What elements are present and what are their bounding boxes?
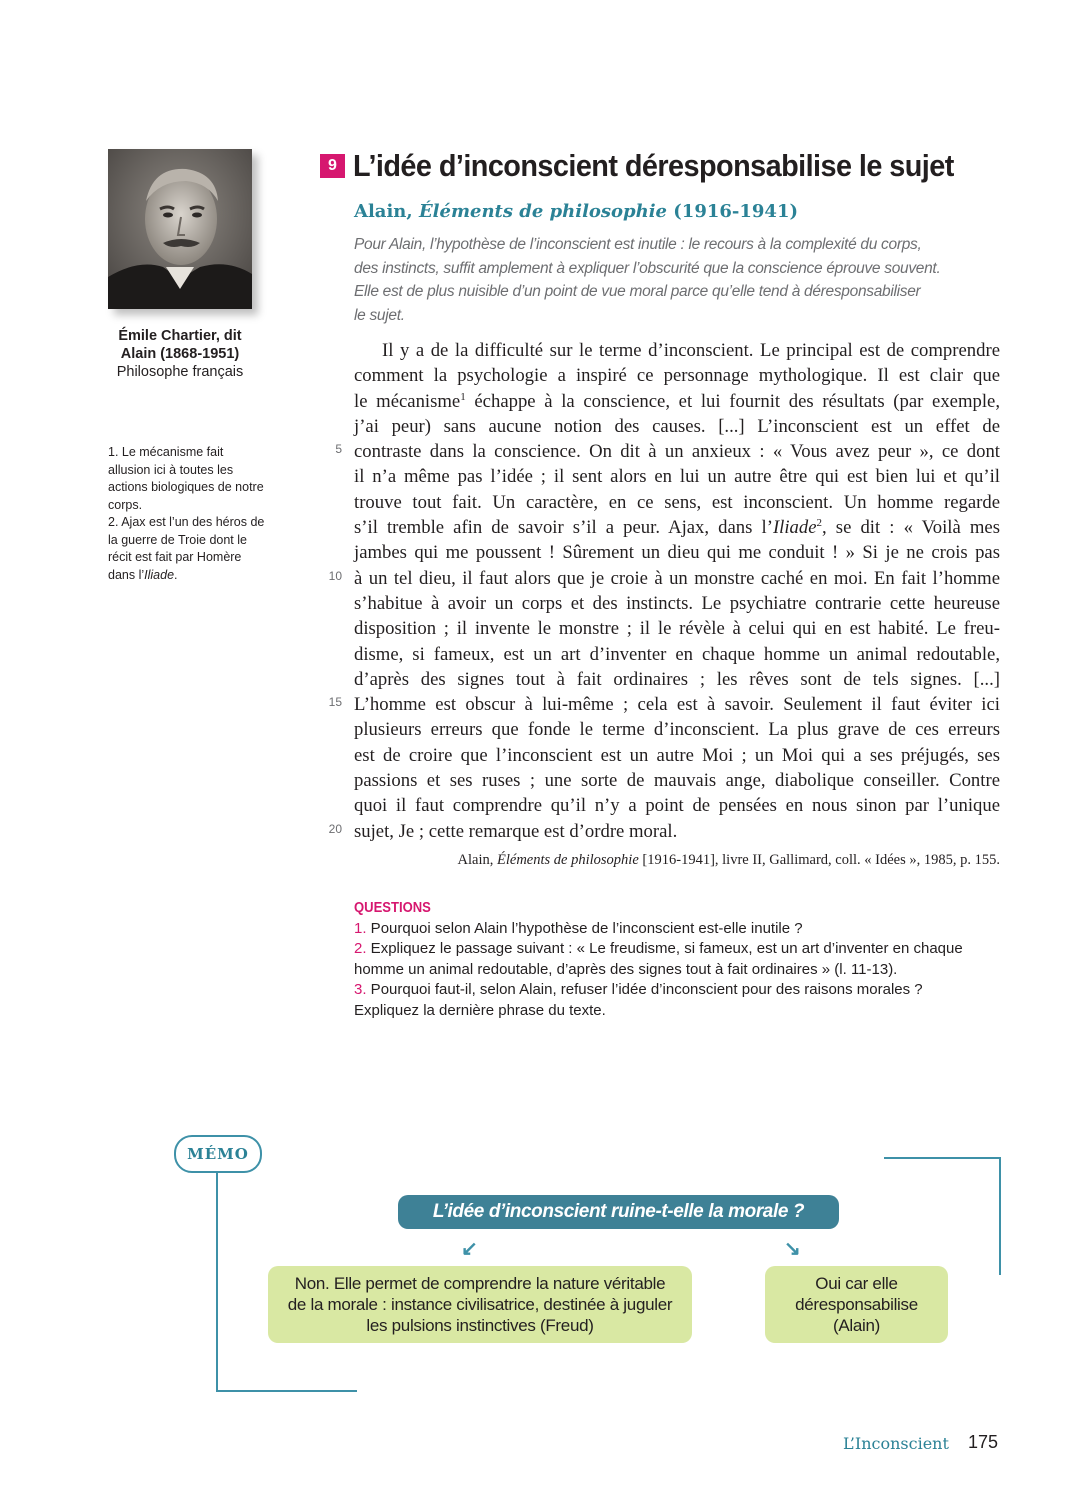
text-line: quoi il faut comprendre qu’il n’y a point de pensées en nous sinon par l’unique (354, 795, 1000, 817)
chapter-title: L’Inconscient (843, 1434, 949, 1453)
question-2 (354, 939, 1014, 960)
citation-details: [1916-1941], livre II, Gallimard, coll. « Idées », 1985, p. 155. (638, 852, 1000, 868)
source-dates: (1916-1941) (667, 201, 798, 222)
memo-frame-top (884, 1157, 1001, 1159)
text-line: est de croire que l’inconscient est un autre Moi ; un Moi qui a ses préjugés, ses (354, 744, 1000, 766)
intro-line: le sujet. (354, 306, 405, 324)
question-number: 2. (354, 940, 367, 957)
author-name-line1: Émile Chartier, dit (118, 328, 242, 344)
author-role: Philosophe français (116, 364, 244, 380)
text-line: à un tel dieu, il faut alors que je croie à un monstre caché en moi. En fait l’homme (354, 567, 1000, 589)
text-line (354, 515, 1000, 540)
text-fragment: s’il tremble afin de savoir s’il a peur. Ajax, dans l’ (354, 517, 773, 539)
text-line (354, 389, 1000, 414)
text-line: Il y a de la difficulté sur le terme d’inconscient. Le principal est de comprendre (382, 340, 1000, 361)
footnote-2 (108, 514, 266, 584)
footnote-ref-2: 2 (816, 516, 823, 529)
question-text: Expliquez le passage suivant : « Le freudisme, si fameux, est un art d’inventer en chaque (366, 940, 963, 957)
intro-line: Elle est de plus nuisible d’un point de vue moral parce qu’elle tend à déresponsabiliser (354, 283, 921, 300)
source-author: Alain, (354, 201, 419, 222)
memo-answer-yes-line: (Alain) (832, 1316, 880, 1335)
question-1 (354, 919, 1014, 940)
question-number: 1. (354, 919, 367, 937)
memo-badge: MÉMO (174, 1135, 262, 1173)
portrait-illustration (108, 149, 252, 309)
text-line: sujet, Je ; cette remarque est d’ordre moral. (354, 820, 678, 842)
memo-answer-no-line: de la morale : instance civilisatrice, destinée à juguler (287, 1295, 673, 1314)
citation (458, 852, 1000, 869)
text-line: plusieurs erreurs que fonde le terme d’inconscient. La plus grave de ces erreurs (354, 719, 1000, 741)
memo-frame-right (999, 1157, 1001, 1275)
question-text: Pourquoi selon Alain l’hypothèse de l’inconscient est-elle inutile ? (366, 919, 803, 937)
text-line: passions et ses ruses ; une sorte de mauvais ange, diabolique conseiller. Contre (354, 770, 1000, 792)
portrait-photo (108, 149, 252, 309)
line-number-20: 20 (328, 822, 342, 836)
footnotes (108, 444, 266, 584)
intro-line: des instincts, suffit amplement à expliquer l’obscurité que la conscience éprouve souvent. (354, 259, 941, 277)
question-3-cont: Expliquez la dernière phrase du texte. (354, 1001, 606, 1019)
text-line: disposition ; il invente le monstre ; il le révèle à celui qui en est habité. Le freu- (354, 618, 1000, 640)
memo-frame-left (216, 1169, 218, 1392)
portrait-caption (96, 327, 264, 381)
text-fragment: échappe à la conscience, et lui fournit des résultats (par exemple, (465, 390, 1000, 412)
line-number-10: 10 (328, 569, 342, 583)
question-number: 3. (354, 981, 367, 998)
footnote-2-text: 2. Ajax est l’un des héros de la guerre de Troie dont le récit est fait par Homère dans l’ (108, 515, 265, 582)
page-number: 175 (968, 1432, 999, 1452)
memo-answer-no-line: les pulsions instinctives (Freud) (366, 1316, 594, 1335)
text-line: s’habitue à avoir un corps et des instincts. Le psychiatre contrarie cette heureuse (354, 592, 1000, 614)
memo-question: L’idée d’inconscient ruine-t-elle la morale ? (398, 1195, 839, 1229)
text-line: trouve tout fait. Un caractère, en ce sens, est inconscient. Un homme regarde (354, 491, 1000, 513)
memo-answer-no (268, 1266, 692, 1343)
text-line: j’ai peur) sans aucune notion des causes. [...] L’inconscient est un effet de (354, 415, 1000, 437)
text-line: d’après des signes tout à fait ordinaires ; les rêves sont de tels signes. [...] (354, 668, 1000, 690)
arrow-down-right-icon: ↘ (784, 1238, 801, 1260)
text-fragment: , se dit : « Voilà mes (822, 517, 1000, 539)
citation-author: Alain, (457, 852, 498, 868)
footnote-ref-1: 1 (460, 390, 466, 403)
text-line: disme, si fameux, est un art d’inventer en chaque homme un animal redoutable, (354, 643, 1000, 665)
source-heading (354, 201, 798, 222)
questions-block (354, 898, 1014, 1021)
memo-answer-yes-line: Oui car elle (815, 1274, 898, 1293)
text-line: comment la psychologie a inspiré ce personnage mythologique. Il est clair que (354, 365, 1000, 387)
line-number-5: 5 (335, 442, 342, 456)
question-3 (354, 980, 1014, 1001)
text-fragment: le mécanisme (354, 390, 461, 412)
citation-work: Éléments de philosophie (497, 852, 639, 868)
main-text (354, 338, 1000, 844)
footnote-2-work: Iliade (144, 567, 175, 582)
footnote-1: 1. Le mécanisme fait allusion ici à toutes les actions biologiques de notre corps. (108, 445, 264, 512)
text-line: il n’a même pas l’idée ; il sent alors en lui un autre être qui est bien lui et qu’il (354, 466, 1000, 488)
section-title: L’idée d’inconscient déresponsabilise le sujet (353, 148, 954, 183)
intro-line: Pour Alain, l’hypothèse de l’inconscient est inutile : le recours à la complexité du corps, (354, 236, 922, 253)
text-line: jambes qui me poussent ! Sûrement un dieu qui me conduit ! » Si je ne crois pas (354, 542, 1000, 564)
arrow-down-left-icon: ↙ (461, 1238, 478, 1260)
source-work: Éléments de philosophie (418, 201, 668, 222)
section-number-badge: 9 (320, 154, 345, 178)
questions-heading: QUESTIONS (354, 900, 431, 916)
author-name-line2: Alain (1868-1951) (120, 346, 240, 362)
intro-paragraph (354, 233, 994, 327)
memo-answer-yes-line: déresponsabilise (795, 1295, 918, 1314)
memo-frame-bottom (216, 1390, 357, 1392)
question-2-cont: homme un animal redoutable, d’après des signes tout à fait ordinaires » (l. 11-13). (354, 960, 898, 978)
memo-answer-yes (765, 1266, 948, 1343)
text-work: Iliade (772, 517, 817, 539)
question-text: Pourquoi faut-il, selon Alain, refuser l’idée d’inconscient pour des raisons morales ? (366, 981, 923, 998)
line-number-15: 15 (328, 695, 342, 709)
footnote-2-end: . (174, 567, 178, 582)
memo-answer-no-line: Non. Elle permet de comprendre la nature véritable (294, 1274, 666, 1293)
text-line: L’homme est obscur à lui-même ; cela est à savoir. Seulement il faut éviter ici (354, 694, 1000, 716)
section-title-row (320, 148, 999, 184)
text-line: contraste dans la conscience. On dit à un anxieux : « Vous avez peur », ce dont (354, 441, 1000, 463)
